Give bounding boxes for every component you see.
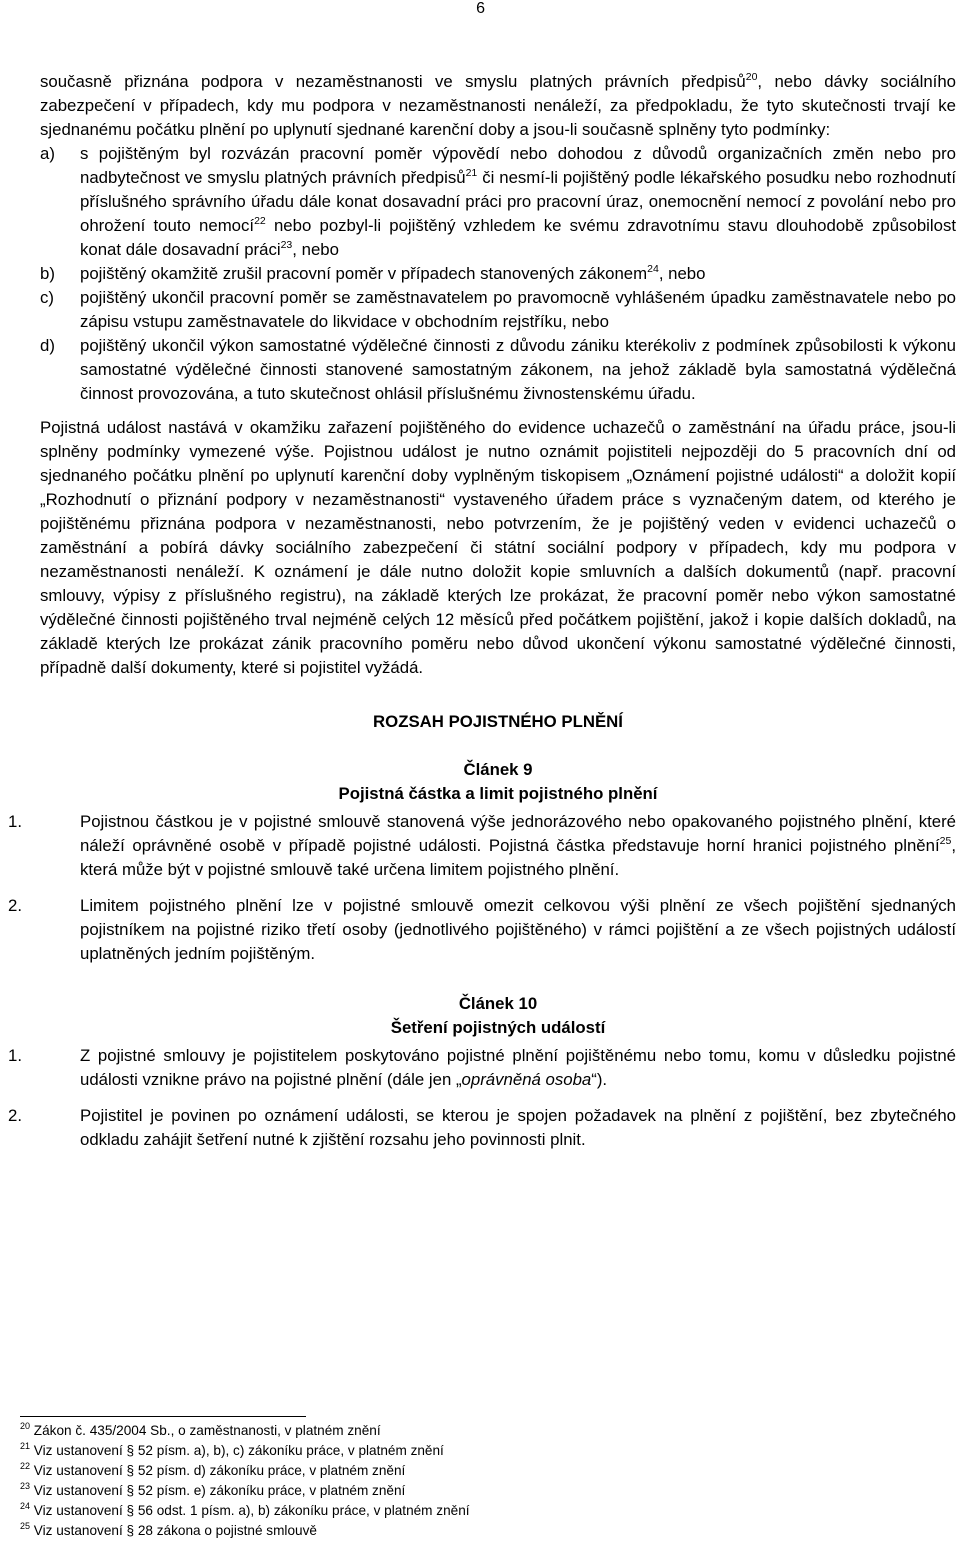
list-item: a) s pojištěným byl rozvázán pracovní poměr výpovědí nebo dohodou z důvodů organizačních změn nebo pro nadbytečnost ve smyslu platných právních předpisů$^{21}$ či nesmí-li pojištěný podle lékařského posudku nebo rozhodnutí příslušného správního úřadu dále konat dosavadní práci pro pracovní úraz, onemocnění nemocí z povolání nebo pro ohrožení touto nemocí$^{22}$ nebo pozbyl-li pojištěný vzhledem ke svému zdravotnímu stavu dlouhodobě způsobilost konat dále dosavadní práci$^{23}$, nebo xyxy=(40,142,956,262)
list-item: 2. Limitem pojistného plnění lze v pojistné smlouvě omezit celkovou výši plnění ze všech pojištění sjednaných pojistníkem na pojistné riziko třetí osoby (jednotlivého pojištěného) v rámci pojištění a ze všech pojistných událostí uplatněných jedním pojištěným. xyxy=(8,894,956,966)
section-title: ROZSAH POJISTNÉHO PLNĚNÍ xyxy=(373,712,623,731)
article-9-subheading: Pojistná částka a limit pojistného plnění xyxy=(338,784,658,803)
list-item: d) pojištěný ukončil výkon samostatné výdělečné činnosti z důvodu zániku kterékoliv z podmínek způsobilosti k výkonu samostatné výdělečné činnosti stanovené samostatným zákonem, na jehož základě byla samostatná výdělečná činnost provozována, a tuto skutečnost ohlásil příslušnému živnostenskému úřadu. xyxy=(40,334,956,406)
list-marker: 1. xyxy=(8,1046,22,1065)
footnote-ref: 23 xyxy=(280,239,293,251)
article-10-list xyxy=(8,1044,956,1152)
footnotes xyxy=(20,1416,920,1541)
list-item: 2. Pojistitel je povinen po oznámení události, se kterou je spojen požadavek na plnění z pojištění, bez zbytečného odkladu zahájit šetření nutné k zjištění rozsahu jeho povinnosti plnit. xyxy=(8,1104,956,1152)
list-item: b) pojištěný okamžitě zrušil pracovní poměr v případech stanovených zákonem$^{24}$, nebo xyxy=(40,262,956,286)
footnote-ref: 24 xyxy=(647,263,659,275)
list-marker: 1. xyxy=(8,812,22,831)
list-item: 1. Pojistnou částkou je v pojistné smlouvě stanovená výše jednorázového nebo opakovaného pojistného plnění, které náleží oprávněné osobě v případě pojistné události. Pojistná částka představuje horní hranici pojistného plnění$^{25}$, která může být v pojistné smlouvě také určena limitem pojistného plnění. xyxy=(8,810,956,882)
footnote: $^{21}$ Viz ustanovení § 52 písm. a), b), c) zákoníku práce, v platném znění xyxy=(20,1441,444,1458)
list-marker: c) xyxy=(40,288,54,307)
conditions-list xyxy=(40,142,956,406)
footnote-divider xyxy=(20,1416,306,1417)
list-marker: 2. xyxy=(8,1106,22,1125)
document-body xyxy=(8,70,956,1152)
list-marker: b) xyxy=(40,264,55,283)
footnote-ref: 25 xyxy=(939,835,952,847)
list-marker: 2. xyxy=(8,896,22,915)
footnote: $^{24}$ Viz ustanovení § 56 odst. 1 písm. a), b) zákoníku práce, v platném znění xyxy=(20,1501,470,1518)
article-10-subheading: Šetření pojistných událostí xyxy=(390,1018,606,1037)
footnote: $^{23}$ Viz ustanovení § 52 písm. e) zákoníku práce, v platném znění xyxy=(20,1481,406,1498)
list-item: 1. Z pojistné smlouvy je pojistitelem poskytováno pojistné plnění pojištěnému nebo tomu, komu v důsledku pojistné události vznikne právo na pojistné plnění (dále jen „oprávněná osoba“). xyxy=(8,1044,956,1092)
list-marker: a) xyxy=(40,144,55,163)
list-marker: d) xyxy=(40,336,55,355)
footnote: $^{20}$ Zákon č. 435/2004 Sb., o zaměstnanosti, v platném znění xyxy=(20,1421,381,1438)
intro-paragraph: současně přiznána podpora v nezaměstnanosti ve smyslu platných právních předpisů$^{20}$, nebo dávky sociálního zabezpečení v případech, kdy mu podpora v nezaměstnanosti nenáleží, za předpokladu, že tyto skutečnosti trvají ke sjednanému počátku plnění po uplynutí sjednané karenční doby a jsou-li současně splněny tyto podmínky: xyxy=(40,71,956,139)
page-number: 6 xyxy=(476,0,485,17)
footnote: $^{25}$ Viz ustanovení § 28 zákona o pojistné smlouvě xyxy=(20,1521,317,1538)
list-item: c) pojištěný ukončil pracovní poměr se zaměstnavatelem po pravomocně vyhlášeném úpadku zaměstnavatele nebo po zápisu vstupu zaměstnavatele do likvidace v obchodním rejstříku, nebo xyxy=(40,286,956,334)
article-10-heading: Článek 10 xyxy=(458,994,538,1013)
insured-event-paragraph: Pojistná událost nastává v okamžiku zařazení pojištěného do evidence uchazečů o zaměstnání na úřadu práce, jsou-li splněny podmínky vymezené výše. Pojistnou událost je nutno oznámit pojistiteli nejpozději do 5 pracovních dní od sjednaného počátku plnění po uplynutí karenční doby vyplněným tiskopisem „Oznámení pojistné události“ a doložit kopií „Rozhodnutí o přiznání podpory v nezaměstnanosti“ vystaveného úřadem práce s vyznačeným datem, od kterého je pojištěnému přiznána podpora v nezaměstnanosti, nebo potvrzením, že je pojištěný veden v evidenci uchazečů o zaměstnání a pobírá dávky sociálního zabezpečení či státní sociální podpory v případech, kdy mu podpora v nezaměstnanosti nenáleží. K oznámení je dále nutno doložit kopie smluvních a dalších dokumentů (např. pracovní smlouvy, výpisy z příslušného registru), na základě kterých lze prokázat, že pracovní poměr nebo výkon samostatné výdělečné činnosti pojištěného trval nejméně celých 12 měsíců před počátkem pojištění, jakož i kopie dalších dokladů, na základě kterých lze prokázat zánik pracovního poměru nebo důvod ukončení výkonu samostatné výdělečné činnosti, případně další dokumenty, které si pojistitel vyžádá. xyxy=(40,418,956,677)
footnote-ref: 21 xyxy=(465,167,478,179)
article-9-list xyxy=(8,810,956,966)
article-9-heading: Článek 9 xyxy=(463,760,533,779)
footnote-ref: 20 xyxy=(745,71,758,83)
footnote-ref: 22 xyxy=(254,215,266,227)
defined-term: oprávněná osoba xyxy=(461,1070,592,1089)
footnote: $^{22}$ Viz ustanovení § 52 písm. d) zákoníku práce, v platném znění xyxy=(20,1461,406,1478)
